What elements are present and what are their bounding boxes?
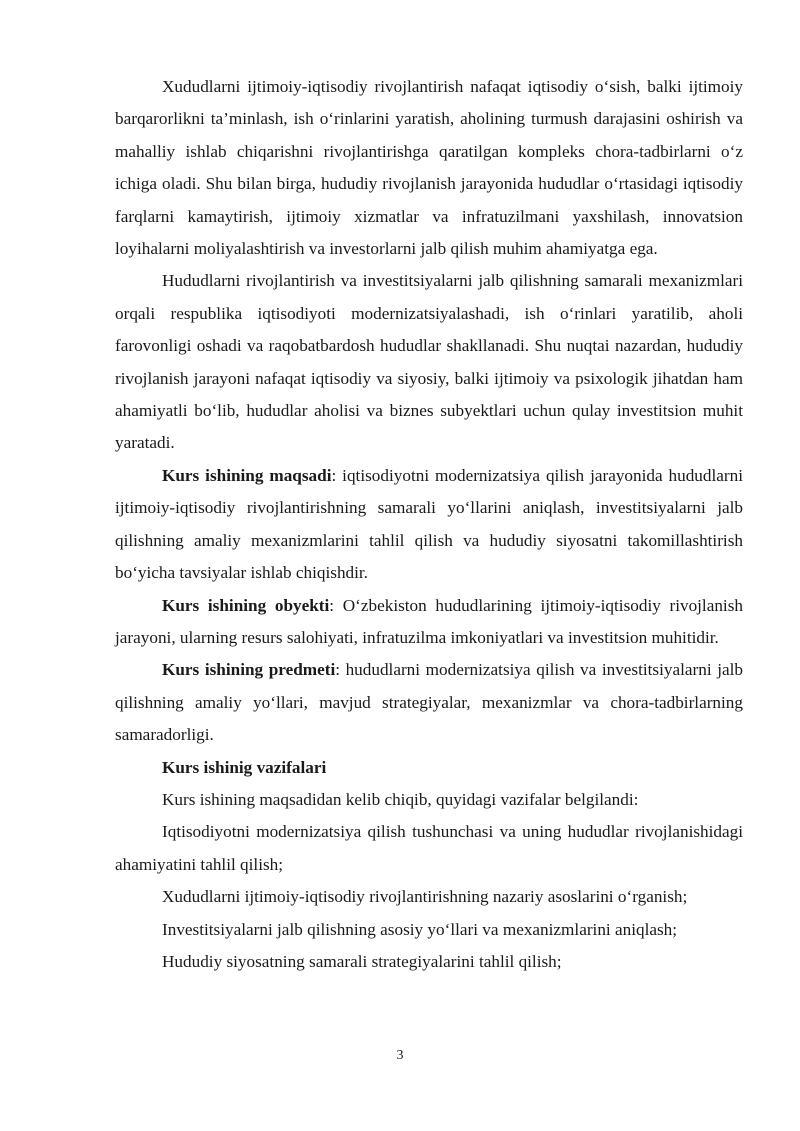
object-text: : O‘zbekiston hududlarining ijtimoiy-iqtisodiy rivojlanish jarayoni, ularning resurs salohiyati, infratuzilma imkoniyatlari va investitsion muhitidir. — [115, 595, 743, 647]
tasks-heading: Kurs ishinig vazifalari — [162, 757, 327, 777]
tasks-intro: Kurs ishining maqsadidan kelib chiqib, quyidagi vazifalar belgilandi: — [162, 789, 639, 809]
subject-paragraph — [115, 654, 743, 751]
task-item-1: Iqtisodiyotni modernizatsiya qilish tushunchasi va uning hududlar rivojlanishidagi ahamiyatini tahlil qilish; — [115, 822, 743, 874]
object-label: Kurs ishining obyekti — [162, 595, 330, 615]
intro-paragraph-1: Xududlarni ijtimoiy-iqtisodiy rivojlantirish nafaqat iqtisodiy o‘sish, balki ijtimoiy barqarorlikni ta’minlash, ish o‘rinlarini yaratish, aholining turmush darajasini oshirish va mahalliy ishlab chiqarishni rivojlantirishga qaratilgan kompleks chora-tadbirlarni o‘z ichiga oladi. Shu bilan birga, hududiy rivojlanish jarayonida hududlar o‘rtasidagi iqtisodiy farqlarni kamaytirish, ijtimoiy xizmatlar va infratuzilmani yaxshilash, innovatsion loyihalarni moliyalashtirish va investorlarni jalb qilish muhim ahamiyatga ega. — [115, 77, 743, 259]
page-content — [115, 71, 743, 978]
object-paragraph — [115, 590, 743, 655]
goal-paragraph — [115, 460, 743, 590]
subject-label: Kurs ishining predmeti — [162, 660, 336, 680]
subject-text: : hududlarni modernizatsiya qilish va investitsiyalarni jalb qilishning amaliy yo‘llari, mavjud strategiyalar, mexanizmlar va chora-tadbirlarning samaradorligi. — [115, 660, 743, 745]
page-number: 3 — [396, 1048, 404, 1063]
goal-text: : iqtisodiyotni modernizatsiya qilish jarayonida hududlarni ijtimoiy-iqtisodiy rivojlantirishning samarali yo‘llarini aniqlash, investitsiyalarni jalb qilishning amaliy mexanizmlarini tahlil qilish va hududiy siyosatni takomillashtirish bo‘yicha tavsiyalar ishlab chiqishdir. — [115, 465, 743, 583]
tasks-heading-paragraph — [115, 752, 743, 784]
goal-label: Kurs ishining maqsadi — [162, 465, 332, 485]
intro-paragraph-2: Hududlarni rivojlantirish va investitsiyalarni jalb qilishning samarali mexanizmlari orqali respublika iqtisodiyoti modernizatsiyalashadi, ish o‘rinlari yaratilib, aholi farovonligi oshadi va raqobatbardosh hududlar shakllanadi. Shu nuqtai nazardan, hududiy rivojlanish jarayoni nafaqat iqtisodiy va siyosiy, balki ijtimoiy va psixologik jihatdan ham ahamiyatli bo‘lib, hududlar aholisi va biznes subyektlari uchun qulay investitsion muhit yaratadi. — [115, 271, 743, 453]
task-item-4: Hududiy siyosatning samarali strategiyalarini tahlil qilish; — [162, 951, 562, 971]
task-item-2: Xududlarni ijtimoiy-iqtisodiy rivojlantirishning nazariy asoslarini o‘rganish; — [162, 887, 688, 907]
task-item-3: Investitsiyalarni jalb qilishning asosiy yo‘llari va mexanizmlarini aniqlash; — [162, 919, 678, 939]
